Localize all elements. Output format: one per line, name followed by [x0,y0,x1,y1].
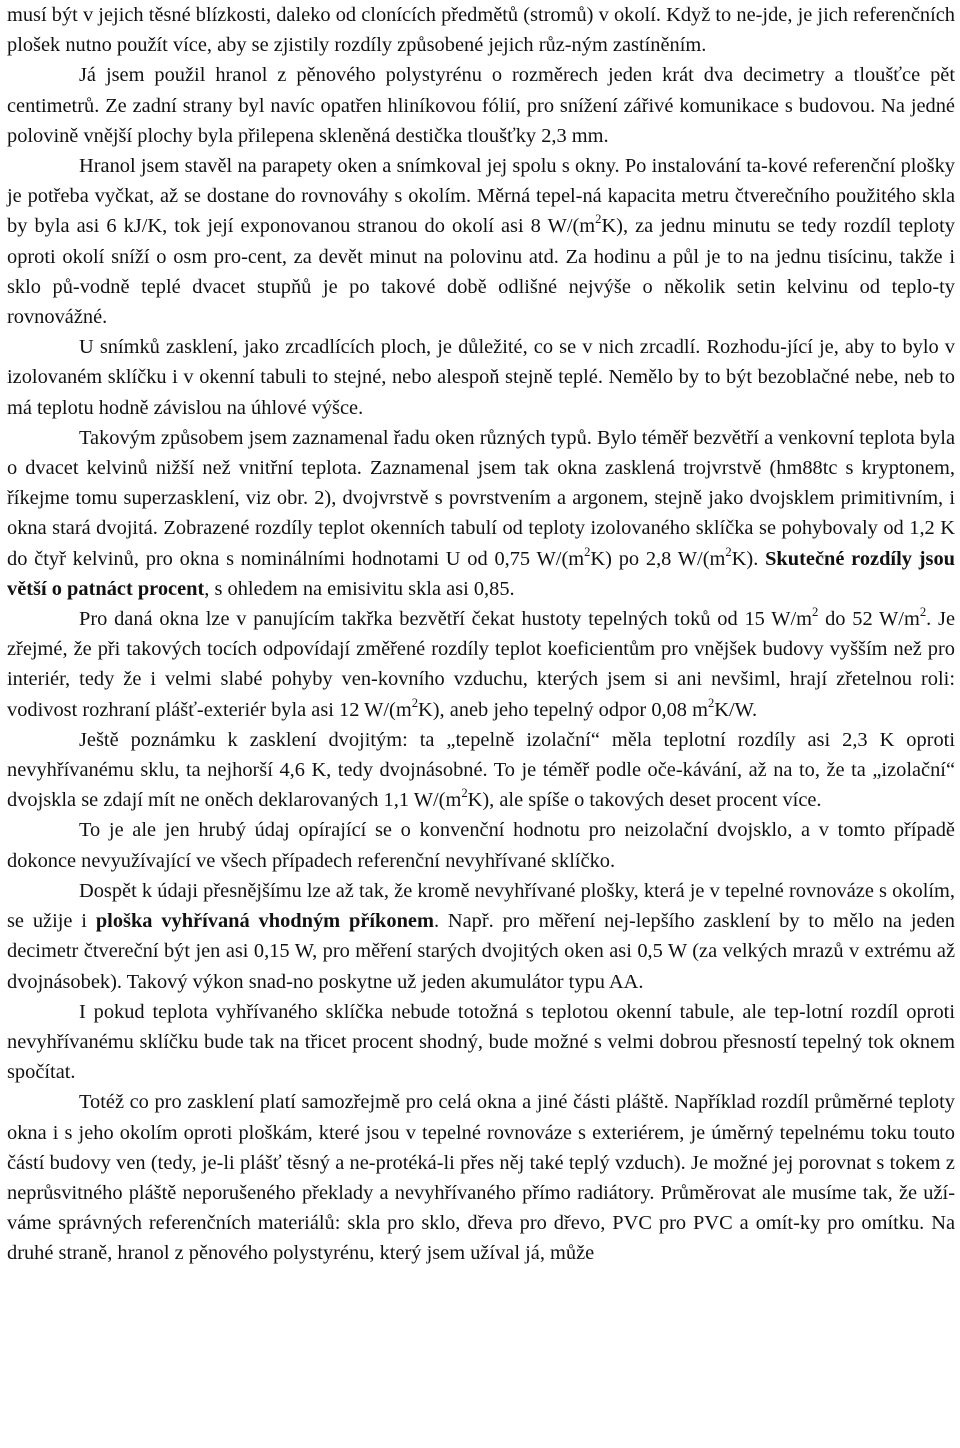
text-run: To je ale jen hrubý údaj opírající se o konvenční hodnotu pro neizolační dvojsklo, a v tomto případě dokonce nevyužívající ve všech případech referenční nevyhřívané sklíčko. [7,819,955,872]
paragraph [7,332,955,423]
text-run: . Je zřejmé, že při takových tocích odpovídají změřené rozdíly teplot koeficientům pro vnějšek budovy vyšším než pro interiér, tedy že i velmi slabé pohyby ven-kovního vzduchu, kterých jsem si ani nevšiml, hrají zřetelnou roli: vodivost rozhraní plášť-exteriér byla asi 12 W/(m [7,608,955,721]
text-run: U snímků zasklení, jako zrcadlících ploch, je důležité, co se v nich zrcadlí. Rozhodu-jící je, aby to bylo v izolovaném sklíčku i v okenní tabuli to stejné, nebo alespoň stejně teplé. Nemělo by to být bezoblačné nebe, neb to má teplotu hodně závislou na úhlové výšce. [7,336,955,419]
text-run: Dospět k údaji přesnějšímu lze až tak, že kromě nevyhřívané plošky, která je v tepelné rovnováze s okolím, se užije i [7,879,955,933]
paragraph [7,423,955,604]
paragraph [7,725,955,816]
bold-text: ploška vyhřívaná vhodným příkonem [95,910,434,933]
superscript: 2 [812,605,819,620]
paragraph [7,876,955,997]
text-run: do 52 W/m [818,608,920,631]
text-run: K), ale spíše o takových deset procent více. [467,789,822,812]
text-run: K), aneb jeho tepelný odpor 0,08 m [418,698,708,721]
paragraph [7,151,955,332]
text-run: Takovým způsobem jsem zaznamenal řadu oken různých typů. Bylo téměř bezvětří a venkovní teplota byla o dvacet kelvinů nižší než vnitřní teplota. Zaznamenal jsem tak okna zasklená trojvrstvě (hm88tc s kryptonem, říkejme tomu superzasklení, viz obr. 2), dvojvrstvě s povrstvením a argonem, stejně jako dvojsklem primitivním, i okna stará dvojitá. Zobrazené rozdíly teplot okenních tabulí od teploty izolovaného sklíčka se pohybovaly od 1,2 K do čtyř kelvinů, pro okna s nominálními hodnotami U od 0,75 W/(m [7,426,955,570]
paragraph [7,0,955,60]
superscript: 2 [584,544,591,559]
superscript: 2 [461,786,468,801]
text-run: K), za jednu minutu se tedy rozdíl teploty oproti okolí sníží o osm pro-cent, za devět minut na polovinu atd. Za hodinu a půl je to na jednu tisícinu, takže i sklo pů-vodně teplé dvacet stupňů je po takové době odlišné nejvýše o několik setin kelvinu od teplo-ty rovnovážné. [7,215,955,329]
superscript: 2 [411,695,419,710]
text-run: , s ohledem na emisivitu skla asi 0,85. [204,577,515,600]
text-run: Ještě poznámku k zasklení dvojitým: ta „tepelně izolační“ měla teplotní rozdíly asi 2,3 K oproti nevyhřívanému sklu, ta nejhorší 4,6 K, tedy dvojnásobné. To je téměř podle oče-kávání, až na to, že ta „izolační“ dvojskla se zdají mít ne oněch deklarovaných 1,1 W/(m [7,728,955,812]
paragraph [7,60,955,151]
text-run: Já jsem použil hranol z pěnového polystyrénu o rozměrech jeden krát dva decimetry a tloušťce pět centimetrů. Ze zadní strany byl navíc opatřen hliníkovou fólií, pro snížení zářivé komunikace s budovou. Na jedné polovině vnější plochy byla přilepena skleněná destička tloušťky 2,3 mm. [7,64,955,147]
bold-text: Skutečné rozdíly jsou větší o patnáct procent [7,547,955,600]
text-run: K) po 2,8 W/(m [590,547,726,570]
text-run: K/W. [714,698,758,721]
text-run: Pro daná okna lze v panujícím takřka bezvětří čekat hustoty tepelných toků od 15 W/m [79,608,813,631]
text-run: musí být v jejich těsné blízkosti, daleko od clonících předmětů (stromů) v okolí. Když to ne-jde, je jich referenčních plošek nutno použít více, aby se zjistily rozdíly způsobené jejich růz-ným zastíněním. [7,4,955,57]
superscript: 2 [725,544,732,559]
paragraph [7,604,955,725]
text-run: I pokud teplota vyhřívaného sklíčka nebude totožná s teplotou okenní tabule, ale tep-lotní rozdíl oproti nevyhřívanému sklíčku bude tak na třicet procent shodný, bude možné s velmi dobrou přesností tepelný tok oknem spočítat. [7,1000,955,1084]
text-run: Hranol jsem stavěl na parapety oken a snímkoval jej spolu s okny. Po instalování ta-kové referenční plošky je potřeba vyčkat, až se dostane do rovnováhy s okolím. Měrná tepel-ná kapacita metru čtverečního použitého skla by byla asi 6 kJ/K, tok její exponovanou stranou do okolí asi 8 W/(m [7,155,955,238]
superscript: 2 [595,212,602,227]
text-run: Totéž co pro zasklení platí samozřejmě pro celá okna a jiné části pláště. Například rozdíl průměrné teploty okna i s jeho okolím oproti ploškám, které jsou v tepelné rovnováze s exteriérem, je úměrný tepelnému toku touto částí budovy ven (tedy, je-li plášť těsný a ne-protéká-li přes něj také teplý vzduch). Je možné jej porovnat s tokem z neprůsvitného pláště neporušeného překlady a nevyhřívaného přímo radiátory. Průměrovat ale musíme tak, že uží-váme správných referenčních materiálů: skla pro sklo, dřeva pro dřevo, PVC pro PVC a omít-ky pro omítku. Na druhé straně, hranol z pěnového polystyrénu, který jsem užíval já, může [7,1091,955,1265]
document-page [7,0,955,1269]
paragraph [7,815,955,875]
paragraph [7,997,955,1088]
superscript: 2 [919,605,927,620]
text-run: . Např. pro měření nej-lepšího zasklení by to mělo na jeden decimetr čtvereční být jen asi 0,15 W, pro měření starých dvojitých oken asi 0,5 W (za velkých mrazů v extrému až dvojnásobek). Takový výkon snad-no poskytne už jeden akumulátor typu AA. [7,910,955,993]
superscript: 2 [707,695,715,710]
text-run: K). [731,547,766,570]
paragraph [7,1087,955,1268]
